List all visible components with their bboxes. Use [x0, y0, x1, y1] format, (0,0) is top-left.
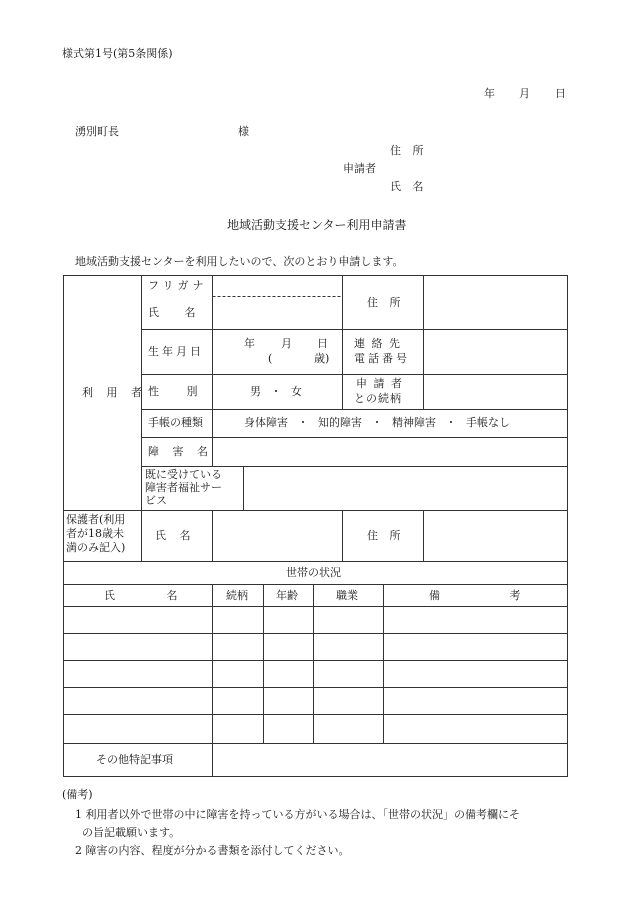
household-col-relation: 続柄 — [226, 589, 248, 602]
household-status-title: 世帯の状況 — [286, 566, 341, 579]
furigana-label: フリガナ — [148, 279, 208, 292]
gender-label: 性 別 — [148, 385, 198, 398]
handbook-type-options: 身体障害 ・ 知的障害 ・ 精神障害 ・ 手帳なし — [244, 416, 510, 429]
guardian-label-line1: 保護者(利用 — [66, 513, 126, 526]
note-item-1-line1: 1 利用者以外で世帯の中に障害を持っている方がいる場合は、「世帯の状況」の備考欄にそ — [75, 808, 520, 821]
guardian-label-line3: 満のみ記入) — [66, 541, 126, 554]
note-item-2: 2 障害の内容、程度が分かる書類を添付してください。 — [75, 844, 350, 857]
notes-heading: (備考) — [62, 788, 93, 801]
user-section-label: 利 用 者 — [82, 386, 142, 399]
household-col-occupation: 職業 — [336, 589, 358, 602]
existing-services-label-line2: 障害者福祉サー — [145, 481, 222, 494]
birth-year-label: 年 — [244, 337, 255, 350]
other-notes-label: その他特記事項 — [96, 753, 173, 766]
document-title: 地域活動支援センター利用申請書 — [227, 218, 407, 232]
relation-label-line1: 申 請 者 — [356, 377, 402, 390]
applicant-address-label: 住 所 — [390, 144, 424, 157]
name-label: 氏 名 — [148, 306, 196, 319]
age-open-paren: ( — [268, 352, 273, 365]
birth-day-label: 日 — [317, 337, 328, 350]
disability-name-label: 障 害 名 — [148, 445, 208, 458]
gender-options: 男 ・ 女 — [250, 385, 302, 398]
relation-label-line2: との続柄 — [354, 392, 402, 405]
addressee-mayor: 湧別町長 — [75, 125, 119, 138]
addressee-honorific: 様 — [238, 125, 249, 138]
date-month-label: 月 — [519, 87, 530, 100]
handbook-type-label: 手帳の種類 — [148, 416, 203, 429]
age-suffix: 歳) — [314, 352, 330, 365]
form-number: 様式第1号(第5条関係) — [62, 47, 173, 60]
household-col-age: 年齢 — [276, 589, 298, 602]
household-col-name: 氏 名 — [104, 589, 178, 602]
date-year-label: 年 — [484, 87, 495, 100]
birth-month-label: 月 — [281, 337, 292, 350]
applicant-label: 申請者 — [343, 162, 376, 175]
date-day-label: 日 — [555, 87, 566, 100]
guardian-label-line2: 者が18歳未 — [66, 527, 124, 540]
guardian-name-label: 氏 名 — [155, 529, 191, 542]
birthdate-label: 生年月日 — [148, 345, 204, 358]
existing-services-label-line3: ビス — [145, 494, 167, 507]
note-item-1-line2: の旨記載願います。 — [82, 826, 181, 839]
applicant-name-label: 氏 名 — [390, 180, 424, 193]
existing-services-label-line1: 既に受けている — [145, 468, 222, 481]
address-label: 住 所 — [367, 296, 401, 309]
contact-label-line1: 連 絡 先 — [354, 337, 400, 350]
household-col-notes: 備 考 — [429, 589, 521, 602]
contact-label-line2: 電話番号 — [354, 352, 410, 365]
intro-sentence: 地域活動支援センターを利用したいので、次のとおり申請します。 — [75, 255, 404, 268]
guardian-address-label: 住 所 — [367, 529, 401, 542]
